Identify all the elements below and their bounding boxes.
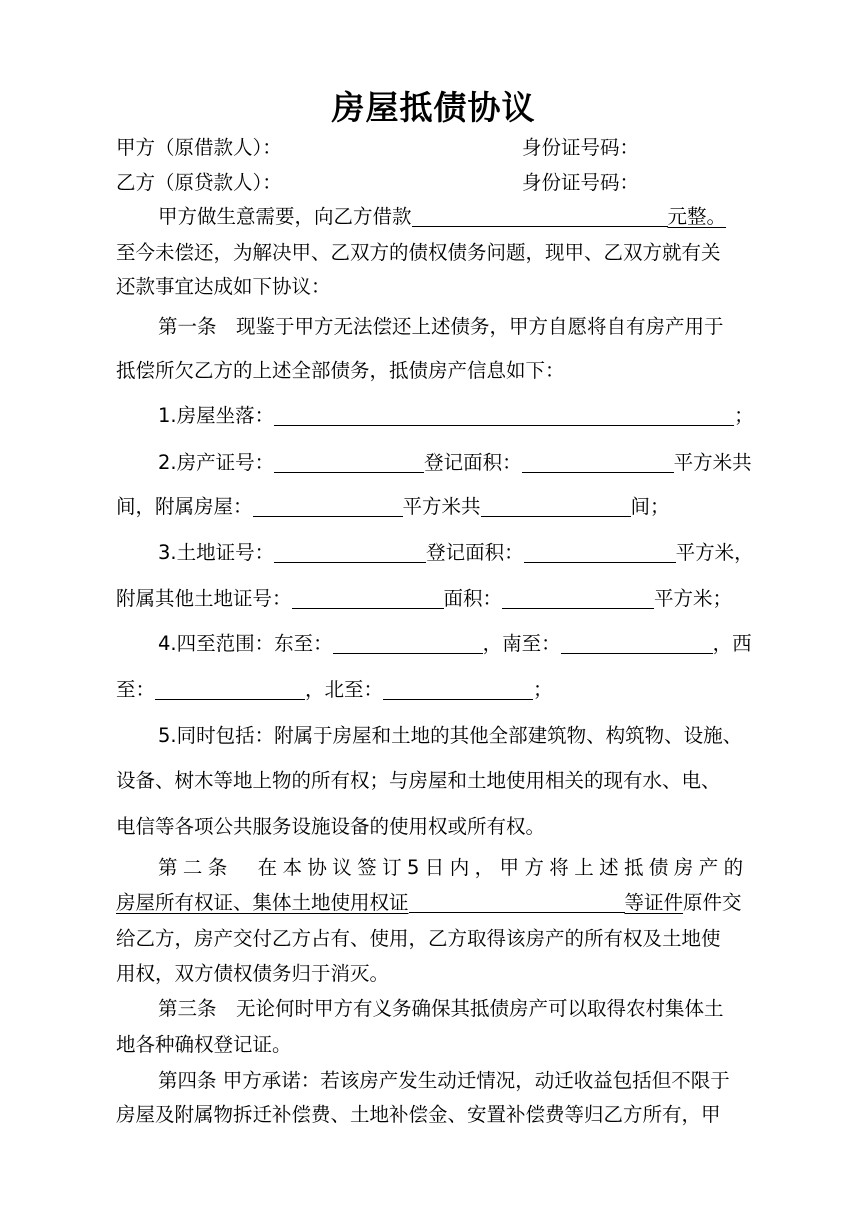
party-a-id-label: 身份证号码：	[522, 136, 640, 159]
article-2-line-4: 用权，双方债权债务归于消灭。	[116, 962, 390, 985]
south-boundary-blank	[561, 631, 713, 654]
item-5-line-1: 5.同时包括：附属于房屋和土地的其他全部建筑物、构筑物、设施、	[158, 724, 743, 747]
certificates-blank	[409, 890, 625, 913]
item-4-line-1	[158, 631, 752, 657]
intro-text: 甲方做生意需要，向乙方借款	[158, 205, 412, 228]
party-b-label: 乙方（原贷款人）：	[116, 171, 282, 194]
intro-amount-unit: 元整。	[667, 205, 727, 228]
land-area-blank	[524, 540, 676, 563]
annex-rooms-blank	[481, 494, 631, 517]
item-1-end: ；	[734, 404, 754, 427]
item-4-end: ；	[533, 678, 553, 701]
intro-line-1	[158, 204, 726, 230]
other-land-cert-blank	[292, 586, 444, 609]
article-2-line-1: 第二条 在本协议签订5日内，甲方将上述抵债房产的	[158, 856, 749, 879]
item-2-end: 间；	[630, 495, 670, 518]
item-5-line-2: 设备、树木等地上物的所有权；与房屋和土地使用相关的现有水、电、	[116, 769, 721, 792]
item-3-other-area-label: 面积：	[443, 587, 503, 610]
item-2-label: 2.房产证号：	[158, 451, 275, 474]
article-1-line-1: 第一条 现鉴于甲方无法偿还上述债务，甲方自愿将自有房产用于	[158, 315, 724, 338]
registered-area-blank	[522, 450, 674, 473]
intro-line-3: 还款事宜达成如下协议：	[116, 275, 331, 298]
article-4-line-2: 房屋及附属物拆迁补偿费、土地补偿金、安置补偿费等归乙方所有，甲	[116, 1103, 721, 1126]
document-title: 房屋抵债协议	[331, 88, 536, 127]
item-4-west-label: ，西	[712, 632, 752, 655]
house-location-blank	[274, 403, 734, 426]
item-2-annex-unit: 平方米共	[402, 495, 481, 518]
item-3-other-label: 附属其他土地证号：	[116, 587, 292, 610]
west-boundary-blank	[155, 677, 305, 700]
property-cert-blank	[274, 450, 424, 473]
annex-area-blank	[253, 494, 403, 517]
party-a-line	[116, 135, 282, 161]
party-b-id	[522, 170, 639, 196]
article-2-line-3: 给乙方，房产交付乙方占有、使用，乙方取得该房产的所有权及土地使	[116, 927, 721, 950]
article-3-line-1: 第三条 无论何时甲方有义务确保其抵债房产可以取得农村集体土	[158, 997, 724, 1020]
item-3-unit: 平方米，	[675, 541, 754, 564]
certificates-suffix: 等证件	[624, 891, 684, 914]
certificates-text: 房屋所有权证、集体土地使用权证	[116, 891, 409, 914]
article-2-line-2-end: 原件交	[683, 891, 742, 914]
item-3-line-2	[116, 586, 732, 612]
item-2-unit: 平方米共	[673, 451, 752, 474]
item-3-line-1	[158, 540, 754, 566]
item-5-line-3: 电信等各项公共服务设施设备的使用权或所有权。	[116, 815, 546, 838]
party-b-line	[116, 170, 282, 196]
party-a-label: 甲方（原借款人）：	[116, 136, 282, 159]
item-4-label: 4.四至范围：东至：	[158, 632, 333, 655]
intro-line-2: 至今未偿还，为解决甲、乙双方的债权债务问题，现甲、乙双方就有关	[116, 241, 721, 264]
item-2-line-2	[116, 494, 670, 520]
item-2-area-label: 登记面积：	[424, 451, 522, 474]
east-boundary-blank	[333, 631, 483, 654]
article-2-line-2	[116, 890, 742, 916]
item-4-west-cont: 至：	[116, 678, 156, 701]
item-1-line	[158, 403, 754, 429]
item-2-annex-label: 间，附属房屋：	[116, 495, 253, 518]
loan-amount-blank	[412, 204, 668, 227]
item-1-label: 1.房屋坐落：	[158, 404, 275, 427]
item-4-south-label: ，南至：	[482, 632, 561, 655]
item-3-area-label: 登记面积：	[426, 541, 524, 564]
land-cert-blank	[274, 540, 426, 563]
item-4-north-label: ，北至：	[305, 678, 384, 701]
north-boundary-blank	[383, 677, 533, 700]
article-1-line-2: 抵偿所欠乙方的上述全部债务，抵债房产信息如下：	[116, 359, 565, 382]
item-3-other-unit: 平方米；	[654, 587, 733, 610]
article-4-line-1: 第四条 甲方承诺：若该房产发生动迁情况，动迁收益包括但不限于	[158, 1069, 730, 1092]
party-b-id-label: 身份证号码：	[522, 171, 640, 194]
other-land-area-blank	[502, 586, 654, 609]
party-a-id	[522, 135, 639, 161]
article-3-line-2: 地各种确权登记证。	[116, 1033, 292, 1056]
item-2-line-1	[158, 450, 752, 476]
item-3-label: 3.土地证号：	[158, 541, 275, 564]
item-4-line-2	[116, 677, 553, 703]
